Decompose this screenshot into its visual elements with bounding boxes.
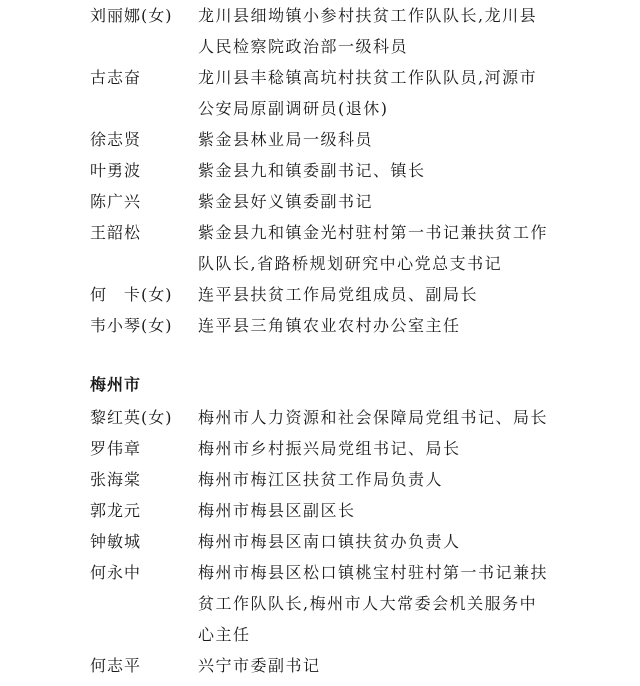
person-name: 刘丽娜(女): [90, 6, 173, 25]
list-item: [0, 557, 640, 650]
list-item: [0, 279, 640, 310]
list-item: [0, 0, 640, 62]
person-name: 何 卡(女): [90, 285, 173, 304]
person-name: 徐志贤: [90, 130, 142, 149]
list-item: [0, 433, 640, 464]
person-title: 梅州市梅县区副区长: [198, 501, 356, 520]
person-name: 韦小琴(女): [90, 316, 173, 335]
person-title: 兴宁市委副书记: [198, 656, 321, 675]
list-item: [0, 62, 640, 124]
person-name: 郭龙元: [90, 501, 142, 520]
person-name: 何永中: [90, 563, 142, 582]
person-title: 连平县扶贫工作局党组成员、副局长: [198, 285, 479, 304]
list-item: [0, 402, 640, 433]
person-name: 古志奋: [90, 68, 142, 87]
person-name: 张海棠: [90, 470, 142, 489]
person-title: 龙川县丰稔镇高坑村扶贫工作队队员,河源市公安局原副调研员(退休): [198, 68, 538, 118]
person-title: 梅州市乡村振兴局党组书记、局长: [198, 439, 461, 458]
person-title: 龙川县细坳镇小参村扶贫工作队队长,龙川县人民检察院政治部一级科员: [198, 6, 538, 56]
list-item: [0, 155, 640, 186]
person-title: 紫金县林业局一级科员: [198, 130, 374, 149]
entry-list-meizhou: [0, 402, 640, 681]
section-heading: 梅州市: [90, 375, 142, 394]
person-title: 紫金县九和镇委副书记、镇长: [198, 161, 426, 180]
person-name: 叶勇波: [90, 161, 142, 180]
person-title: 连平县三角镇农业农村办公室主任: [198, 316, 461, 335]
person-title: 梅州市人力资源和社会保障局党组书记、局长: [198, 408, 549, 427]
person-title: 梅州市梅县区南口镇扶贫办负责人: [198, 532, 461, 551]
list-item: [0, 526, 640, 557]
person-title: 梅州市梅县区松口镇桃宝村驻村第一书记兼扶贫工作队队长,梅州市人大常委会机关服务中心主任: [198, 563, 549, 644]
list-item: [0, 217, 640, 279]
entry-list-previous-city: [0, 0, 640, 341]
list-item: [0, 124, 640, 155]
person-title: 紫金县九和镇金光村驻村第一书记兼扶贫工作队队长,省路桥规划研究中心党总支书记: [198, 223, 549, 273]
person-name: 何志平: [90, 656, 142, 675]
person-name: 黎红英(女): [90, 408, 173, 427]
person-title: 梅州市梅江区扶贫工作局负责人: [198, 470, 444, 489]
person-name: 陈广兴: [90, 192, 142, 211]
person-name: 罗伟章: [90, 439, 142, 458]
list-item: [0, 495, 640, 526]
list-item: [0, 310, 640, 341]
list-item: [0, 650, 640, 681]
list-item: [0, 186, 640, 217]
person-name: 钟敏城: [90, 532, 142, 551]
person-title: 紫金县好义镇委副书记: [198, 192, 374, 211]
list-item: [0, 464, 640, 495]
person-name: 王韶松: [90, 223, 142, 242]
